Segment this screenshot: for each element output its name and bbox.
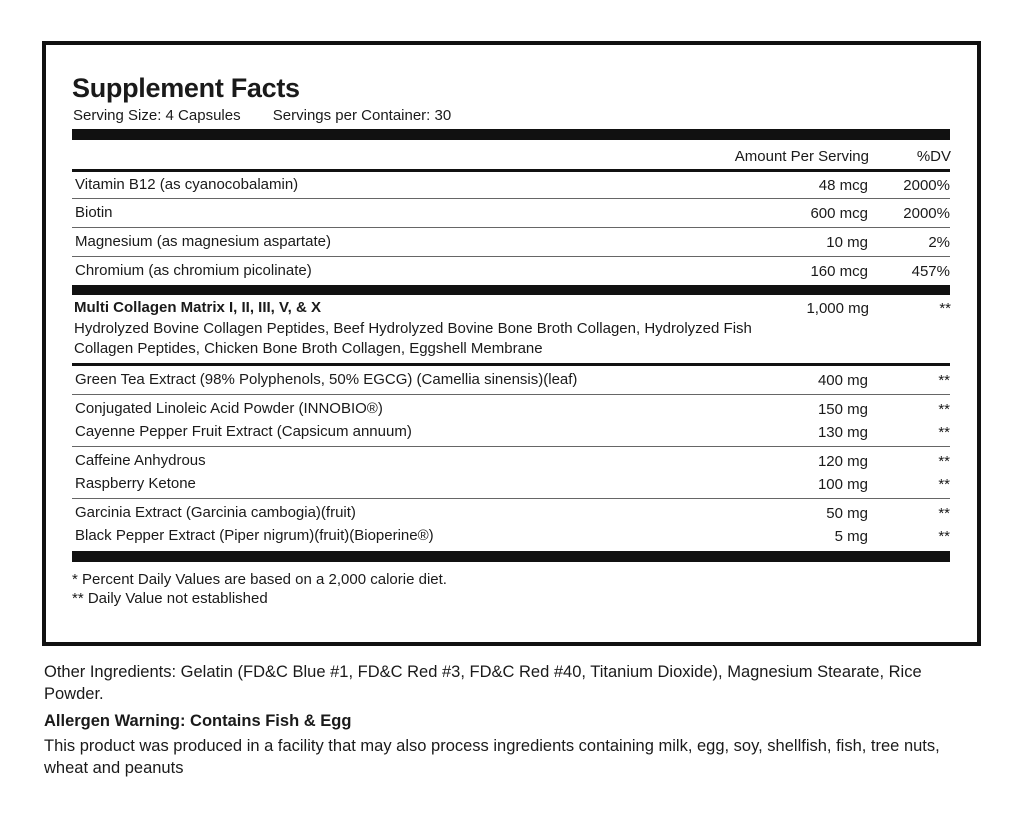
nutrient-amount: 10 mg [826,234,868,251]
nutrient-amount: 600 mcg [810,205,868,222]
ingredient-name: Caffeine Anhydrous [75,452,206,469]
ingredient-dv: ** [938,476,950,493]
ingredient-dv: ** [938,453,950,470]
row-divider [72,256,950,257]
header-rule [72,169,950,172]
nutrient-dv: 2000% [903,205,950,222]
collagen-matrix-description: Hydrolyzed Bovine Collagen Peptides, Beef Hydrolyzed Bovine Bone Broth Collagen, Hydrolyzed Fish Collagen Peptides, Chicken Bone Broth Collagen, Eggshell Membrane [74,320,752,357]
ingredient-name: Garcinia Extract (Garcinia cambogia)(fruit) [75,504,356,521]
nutrient-name: Vitamin B12 (as cyanocobalamin) [75,176,299,193]
ingredient-dv: ** [938,401,950,418]
nutrient-dv: 2% [928,234,950,251]
allergen-warning-text: This product was produced in a facility that may also process ingredients containing milk, egg, soy, shellfish, fish, tree nuts, wheat and peanuts [44,737,940,777]
collagen-matrix-amount: 1,000 mg [806,300,869,317]
other-ingredients: Other Ingredients: Gelatin (FD&C Blue #1, FD&C Red #3, FD&C Red #40, Titanium Dioxide), Magnesium Stearate, Rice Powder. [44,663,922,703]
ingredient-dv: ** [938,372,950,389]
nutrient-amount: 160 mcg [810,263,868,280]
ingredient-amount: 5 mg [834,528,868,545]
row-divider [72,394,950,395]
ingredient-row [72,475,950,495]
ingredient-name: Black Pepper Extract (Piper nigrum)(fruit)(Bioperine®) [75,527,434,544]
ingredient-amount: 130 mg [817,424,868,441]
ingredient-amount: 100 mg [817,476,868,493]
ingredient-amount: 50 mg [826,505,868,522]
nutrient-dv: 457% [911,263,950,280]
ingredient-row [72,423,950,443]
ingredient-dv: ** [938,528,950,545]
row-divider [72,198,950,199]
ingredient-name: Raspberry Ketone [75,475,196,492]
nutrient-name: Chromium (as chromium picolinate) [75,262,312,279]
thick-divider [72,129,950,140]
nutrient-name: Magnesium (as magnesium aspartate) [75,233,331,250]
ingredient-amount: 120 mg [817,453,868,470]
nutrient-row [72,176,950,196]
footnote-not-established: ** Daily Value not established [72,590,268,607]
ingredient-row [72,452,950,472]
ingredient-amount: 150 mg [817,401,868,418]
row-divider [72,227,950,228]
ingredient-name: Cayenne Pepper Fruit Extract (Capsicum annuum) [75,423,412,440]
thick-divider [72,285,950,295]
nutrient-name: Biotin [75,204,113,221]
nutrient-amount: 48 mcg [818,177,868,194]
section-rule [72,363,950,366]
serving-size: Serving Size: 4 Capsules [73,107,241,124]
ingredient-name: Conjugated Linoleic Acid Powder (INNOBIO®) [75,400,383,417]
ingredient-row [72,371,950,391]
nutrient-dv: 2000% [903,177,950,194]
dv-header: %DV [916,148,951,165]
thick-divider [72,551,950,562]
collagen-matrix-dv: ** [939,300,951,317]
ingredient-row [72,400,950,420]
supplement-facts-panel [42,41,981,646]
ingredient-amount: 400 mg [817,372,868,389]
ingredient-name: Green Tea Extract (98% Polyphenols, 50% EGCG) (Camellia sinensis)(leaf) [75,371,578,388]
serving-info [73,107,479,124]
ingredient-row [72,527,950,547]
ingredient-dv: ** [938,424,950,441]
nutrient-row [72,262,950,282]
supplement-facts-title: Supplement Facts [72,73,300,103]
amount-per-serving-header: Amount Per Serving [734,148,869,165]
nutrient-row [72,233,950,253]
nutrient-row [72,204,950,224]
ingredient-row [72,504,950,524]
servings-per-container: Servings per Container: 30 [272,107,452,124]
ingredient-dv: ** [938,505,950,522]
collagen-matrix-name: Multi Collagen Matrix I, II, III, V, & X [74,299,321,316]
row-divider [72,446,950,447]
footnote-daily-values: * Percent Daily Values are based on a 2,000 calorie diet. [72,571,447,588]
allergen-warning-title: Allergen Warning: Contains Fish & Egg [44,712,352,730]
row-divider [72,498,950,499]
